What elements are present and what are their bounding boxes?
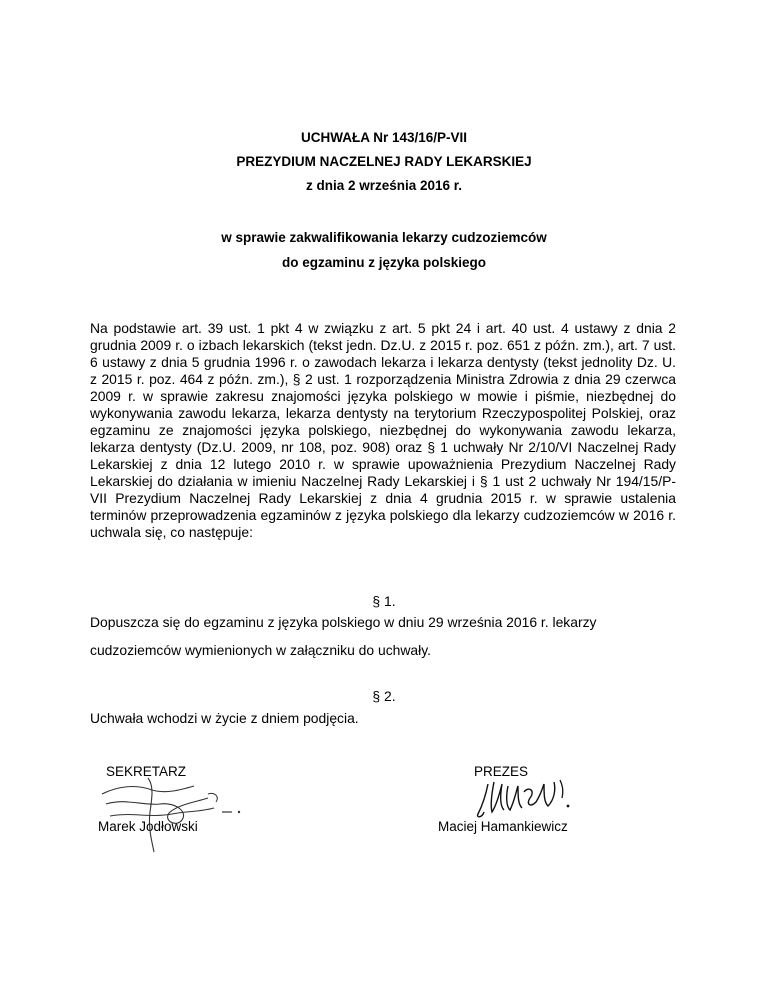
section-1-text-line-2: cudzoziemców wymienionych w załączniku do uchwały. — [90, 642, 431, 658]
secretary-name: Marek Jodłowski — [98, 819, 198, 834]
president-signature — [470, 772, 580, 824]
subject-line-1: w sprawie zakwalifikowania lekarzy cudzoziemców — [221, 230, 547, 245]
resolution-title: UCHWAŁA Nr 143/16/P-VII — [300, 130, 468, 145]
section-2-heading: § 2. — [372, 688, 396, 704]
section-1-text-line-1: Dopuszcza się do egzaminu z języka polskiego w dniu 29 września 2016 r. lekarzy — [90, 614, 597, 630]
resolution-date: z dnia 2 września 2016 r. — [305, 178, 463, 193]
secretary-signature — [96, 772, 246, 854]
president-title: PREZES — [474, 764, 529, 779]
preamble-text: Na podstawie art. 39 ust. 1 pkt 4 w związku z art. 5 pkt 24 i art. 40 ust. 4 ustawy z dnia 2 grudnia 2009 r. o izbach lekarskich (tekst jedn. Dz.U. z 2015 r. poz. 651 z późn. zm.), art. 7 ust. 6 ustawy z dnia 5 grudnia 1996 r. o zawodach lekarza i lekarza dentysty (tekst jednolity Dz. U. z 2015 r. poz. 464 z późn. zm.), § 2 ust. 1 rozporządzenia Ministra Zdrowia z dnia 29 czerwca 2009 r. w sprawie zakresu znajomości języka polskiego w mowie i piśmie, niezbędnej do wykonywania zawodu lekarza, lekarza dentysty na terytorium Rzeczypospolitej Polskiej, oraz egzaminu ze znajomości języka polskiego, niezbędnej do wykonywania zawodu lekarza, lekarza dentysty (Dz.U. 2009, nr 108, poz. 908) oraz § 1 uchwały Nr 2/10/VI Naczelnej Rady Lekarskiej z dnia 12 lutego 2010 r. w sprawie upoważnienia Prezydium Naczelnej Rady Lekarskiej do działania w imieniu Naczelnej Rady Lekarskiej i § 1 ust 2 uchwały Nr 194/15/P-VII Prezydium Naczelnej Rady Lekarskiej z dnia 4 grudnia 2015 r. w sprawie ustalenia terminów przeprowadzenia egzaminów z języka polskiego dla lekarzy cudzoziemców w 2016 r. uchwala się, co następuje: — [90, 320, 676, 540]
preamble — [90, 320, 676, 541]
subject-line-2: do egzaminu z języka polskiego — [281, 255, 487, 270]
section-1-heading: § 1. — [372, 593, 396, 609]
issuing-body: PREZYDIUM NACZELNEJ RADY LEKARSKIEJ — [236, 154, 532, 169]
secretary-title: SEKRETARZ — [106, 764, 187, 779]
section-2-text: Uchwała wchodzi w życie z dniem podjęcia. — [90, 710, 359, 726]
president-name: Maciej Hamankiewicz — [438, 819, 568, 834]
